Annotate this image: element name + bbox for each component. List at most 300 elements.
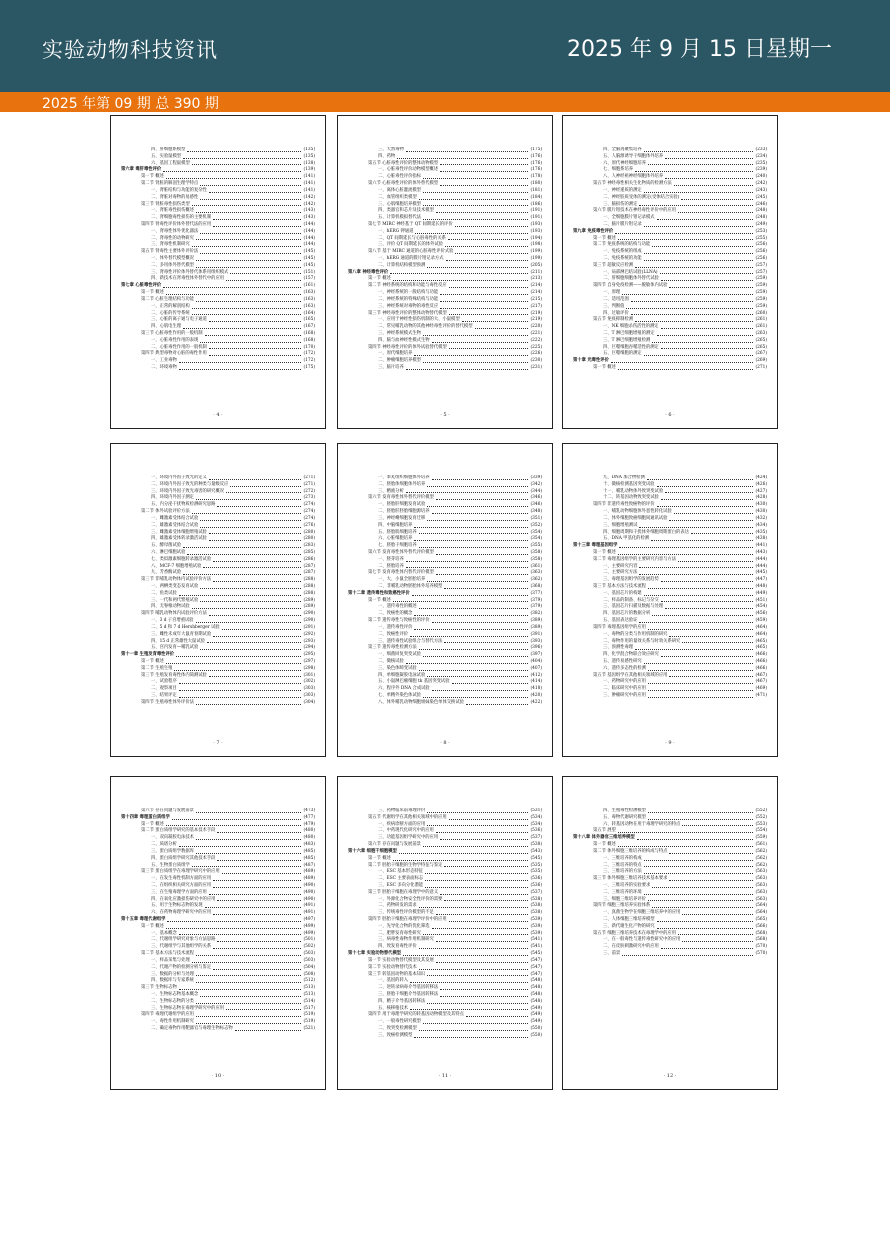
toc-leader-dots (196, 301, 302, 302)
toc-leader-dots (440, 996, 528, 997)
toc-entry (348, 883, 542, 890)
toc-entry-title: 第三节 神经毒性评价的整体动物替代模型 (368, 310, 447, 316)
toc-leader-dots (452, 683, 529, 684)
toc-entry-title: 第一节 概述 (593, 365, 616, 371)
page-number: · 12 · (663, 1073, 677, 1079)
toc-leader-dots (644, 260, 754, 261)
toc-entry-page: (285) (303, 549, 315, 555)
toc-entry-page: (257) (755, 262, 767, 268)
toc-entry-title: 二、三维培养的特点 (603, 862, 642, 868)
toc-entry-page: (418) (530, 686, 542, 692)
toc-entry-title: 二、非哺乳动物胚胎体外培养模型 (378, 584, 443, 590)
toc-leader-dots (432, 342, 529, 343)
toc-entry-title: 二、心脏毒性作用的一般机制 (151, 344, 207, 350)
toc-entry (121, 338, 315, 345)
toc-leader-dots (213, 880, 301, 881)
toc-leader-dots (217, 941, 301, 942)
toc-leader-dots (187, 151, 301, 152)
toc-entry-page: (199) (530, 256, 542, 262)
toc-entry (121, 659, 315, 666)
toc-entry-title: 二、血管组织类模型 (378, 194, 417, 200)
toc-entry-title: 一、肾毒性体外优化器法 (151, 228, 199, 234)
toc-lines (573, 808, 767, 1067)
toc-leader-dots (217, 860, 301, 861)
toc-entry-page: (220) (530, 324, 542, 330)
toc-entry-page: (274) (303, 502, 315, 508)
toc-entry-page: (358) (530, 556, 542, 562)
toc-leader-dots (665, 608, 753, 609)
toc-entry-title: 三、功能基因组学研究中的应用 (378, 835, 439, 841)
toc-leader-dots (183, 574, 301, 575)
toc-entry-title: 第三节 遗传毒性检测方法 (368, 645, 417, 651)
toc-leader-dots (657, 928, 754, 929)
toc-entry (348, 815, 542, 822)
toc-entry-title: 一、哺乳动物细胞体外恶性转化试验 (603, 509, 672, 515)
toc-entry-page: (289) (303, 597, 315, 603)
toc-leader-dots (678, 212, 753, 213)
toc-leader-dots (644, 355, 754, 356)
toc-entry-page: (180) (530, 181, 542, 187)
toc-leader-dots (444, 642, 528, 643)
toc-entry-page: (283) (303, 543, 315, 549)
toc-entry-title: 三、精液分析 (378, 488, 404, 494)
toc-leader-dots (436, 499, 529, 500)
toc-entry-title: 第六节 心脏毒性评价的体外替代模型 (368, 181, 439, 187)
toc-leader-dots (635, 321, 753, 322)
toc-entry-title: 第五节 免疫抑制检测 (593, 317, 634, 323)
toc-leader-dots (446, 260, 529, 261)
toc-entry (348, 625, 542, 632)
toc-entry-page: (272) (303, 488, 315, 494)
toc-entry (121, 876, 315, 883)
toc-entry (348, 965, 542, 972)
toc-entry-page: (261) (755, 324, 767, 330)
toc-entry (121, 188, 315, 195)
toc-entry (573, 910, 767, 917)
toc-entry (573, 304, 767, 311)
toc-leader-dots (639, 527, 753, 528)
toc-entry (348, 577, 542, 584)
toc-entry-page: (563) (755, 896, 767, 902)
toc-leader-dots (436, 914, 529, 915)
toc-leader-dots (196, 975, 301, 976)
toc-leader-dots (179, 690, 302, 691)
toc-entry-title: 二、肾细胞毒性损伤的主要机制 (151, 215, 212, 221)
toc-entry-title: 三、神经嵴细胞发育迁移 (378, 515, 426, 521)
toc-entry (348, 659, 542, 666)
toc-entry-page: (430) (755, 509, 767, 515)
toc-entry-title: 一、先导化合物的优化筛选 (378, 923, 430, 929)
toc-entry-page: (537) (530, 835, 542, 841)
toc-entry-title: 四、雄激素受体转录激活试验 (151, 536, 207, 542)
toc-leader-dots (449, 921, 529, 922)
toc-leader-dots (618, 832, 754, 833)
toc-entry (121, 965, 315, 972)
toc-entry (348, 924, 542, 931)
toc-entry-page: (508) (303, 971, 315, 977)
toc-entry (121, 263, 315, 270)
toc-entry-page: (143) (303, 208, 315, 214)
toc-entry (121, 924, 315, 931)
toc-entry (121, 154, 315, 161)
toc-leader-dots (209, 615, 302, 616)
toc-entry-page: (379) (530, 604, 542, 610)
toc-entry-title: 二、确定毒物作用靶器官与毒理生物标志物 (151, 1026, 233, 1032)
toc-entry-page: (293) (303, 638, 315, 644)
toc-entry-title: 四、环境内外因子测定 (151, 495, 194, 501)
toc-page-thumbnail[interactable] (337, 115, 553, 429)
toc-leader-dots (200, 233, 301, 234)
toc-entry-title: 十一、哺乳动物体外致突变试验 (603, 488, 664, 494)
toc-entry-title: 四、类器官和芯片及技术模型 (378, 208, 434, 214)
toc-entry-page: (161) (303, 283, 315, 289)
toc-leader-dots (200, 588, 301, 589)
toc-entry-title: 三、T 淋巴细胞增殖检测 (603, 337, 651, 343)
toc-page-thumbnail[interactable] (337, 776, 553, 1090)
toc-entry (573, 249, 767, 256)
toc-entry-title: 一、双向凝胶电泳技术 (151, 835, 194, 841)
toc-entry-title: 一、心脏毒性评价动物模型概述 (378, 167, 439, 173)
toc-entry (348, 1033, 542, 1040)
toc-entry-page: (420) (530, 693, 542, 699)
toc-lines (348, 475, 542, 734)
toc-entry-title: 三、数据的分析与处理 (151, 971, 194, 977)
toc-leader-dots (209, 540, 302, 541)
toc-entry-page: (175) (303, 365, 315, 371)
toc-entry (121, 195, 315, 202)
toc-entry-page: (513) (303, 991, 315, 997)
toc-entry-title: 一、心脏毒性作用的表现 (151, 337, 199, 343)
toc-entry-title: 一、真菌生物学在细胞三维培养中的应用 (603, 910, 681, 916)
toc-entry-page: (240) (755, 174, 767, 180)
toc-entry (573, 229, 767, 236)
publication-title: 实验动物科技资讯 (42, 38, 218, 62)
toc-entry-page: (448) (755, 584, 767, 590)
toc-entry-page: (292) (303, 631, 315, 637)
toc-leader-dots (691, 533, 754, 534)
toc-entry-page: (535) (530, 862, 542, 868)
toc-entry (121, 304, 315, 311)
toc-entry-title: 第一节 概述 (368, 597, 391, 603)
toc-entry-title: 二、T 淋巴细胞增殖的测定 (603, 330, 655, 336)
toc-leader-dots (661, 601, 754, 602)
toc-entry-title: 第五节 代谢组学在其他相关领域中的应用 (368, 814, 447, 820)
toc-entry-page: (568) (755, 937, 767, 943)
toc-entry-page: (143) (303, 215, 315, 221)
toc-page-thumbnail[interactable] (337, 443, 553, 757)
toc-entry-title: 三、神经系统对毒物的毒性反应 (378, 303, 439, 309)
toc-entry (121, 229, 315, 236)
toc-entry-page: (163) (303, 303, 315, 309)
toc-entry-title: 一、ESC 基本形态特征 (378, 869, 424, 875)
toc-leader-dots (205, 335, 302, 336)
toc-entry-page: (566) (755, 923, 767, 929)
toc-entry (348, 632, 542, 639)
toc-entry-title: 三、脑损伤的测定 (603, 201, 638, 207)
toc-leader-dots (423, 846, 529, 847)
toc-entry-title: 第二节 神经系统的结构和功能与毒性反应 (368, 283, 447, 289)
toc-entry-title: 一、基因芯片的构建 (603, 590, 642, 596)
toc-entry-page: (246) (755, 201, 767, 207)
toc-entry-title: 二、质谱分析 (151, 842, 177, 848)
toc-entry-page: (499) (303, 923, 315, 929)
toc-leader-dots (423, 219, 528, 220)
toc-entry-page: (144) (303, 228, 315, 234)
toc-entry-page: (504) (303, 964, 315, 970)
toc-entry-page: (547) (530, 957, 542, 963)
toc-entry-page: (271) (303, 475, 315, 481)
toc-entry-title: 四、新技术在肾毒性体外替代中的应用 (151, 276, 225, 282)
toc-leader-dots (427, 520, 528, 521)
toc-leader-dots (651, 540, 753, 541)
toc-entry-page: (519) (303, 1012, 315, 1018)
toc-entry-title: 三、致癌检测模型 (378, 1032, 413, 1038)
toc-entry-page: (483) (303, 842, 315, 848)
toc-leader-dots (425, 887, 528, 888)
toc-entry-title: 九、芳香酶试验 (151, 570, 182, 576)
toc-entry-title: 五、生物蛋白质组学 (151, 862, 190, 868)
toc-entry-page: (443) (755, 549, 767, 555)
toc-page-thumbnail[interactable] (110, 776, 326, 1090)
toc-entry-title: 二、肿瘤细胞培养模型 (378, 358, 421, 364)
toc-entry (121, 999, 315, 1006)
toc-entry-page: (491) (303, 910, 315, 916)
toc-leader-dots (217, 506, 301, 507)
toc-entry-title: 五、用于生物标志物的发现 (151, 903, 203, 909)
toc-leader-dots (419, 533, 529, 534)
toc-entry-title: 第一节 概述 (141, 821, 164, 827)
toc-entry-page: (339) (530, 475, 542, 481)
toc-entry (121, 808, 315, 815)
toc-leader-dots (466, 1016, 529, 1017)
toc-entry-page: (145) (303, 262, 315, 268)
toc-entry-page: (288) (303, 590, 315, 596)
toc-entry-page: (465) (755, 638, 767, 644)
toc-entry-title: 六、淋巴细胞试验 (151, 549, 186, 555)
toc-entry-title: 二、样品的制备、标记与杂交 (603, 597, 659, 603)
toc-leader-dots (449, 287, 529, 288)
toc-leader-dots (192, 314, 302, 315)
toc-entry-title: 一、体外替代模型概况 (151, 256, 194, 262)
toc-entry-page: (444) (755, 556, 767, 562)
toc-leader-dots (647, 479, 754, 480)
toc-entry-page: (553) (755, 821, 767, 827)
toc-entry-title: 九、DNA 加合物检测 (603, 475, 645, 481)
page-number: · 5 · (440, 412, 450, 418)
toc-entry-title: 四、过敏评价 (603, 310, 629, 316)
toc-entry-title: 一、细菌回复突变试验 (378, 652, 421, 658)
toc-entry-title: 第二节 遗传毒性与致癌性的评价 (368, 618, 430, 624)
toc-leader-dots (648, 164, 753, 165)
toc-entry (121, 1026, 315, 1033)
toc-entry-page: (157) (303, 276, 315, 282)
toc-page-thumbnail[interactable] (110, 115, 326, 429)
toc-entry (121, 181, 315, 188)
toc-entry-page: (287) (303, 563, 315, 569)
toc-entry (573, 324, 767, 331)
toc-entry (121, 693, 315, 700)
toc-entry (573, 338, 767, 345)
toc-entry-page: (245) (755, 194, 767, 200)
toc-entry-page: (175) (530, 147, 542, 153)
toc-entry (573, 652, 767, 659)
toc-leader-dots (423, 192, 528, 193)
toc-entry-title: 二、心脏毒性评价指标 (378, 174, 421, 180)
toc-leader-dots (172, 819, 302, 820)
toc-leader-dots (397, 158, 528, 159)
toc-lines (121, 475, 315, 734)
toc-entry-page: (549) (530, 1019, 542, 1025)
toc-entry-title: 二、肝细胞细胞体外替代试验 (603, 276, 659, 282)
toc-leader-dots (674, 513, 754, 514)
toc-entry-page: (489) (303, 869, 315, 875)
toc-entry-page: (253) (755, 228, 767, 234)
toc-entry-title: 三、毒理基因组学的发展趋势 (603, 577, 659, 583)
toc-entry-page: (424) (755, 475, 767, 481)
toc-leader-dots (432, 690, 529, 691)
toc-entry-page: (273) (303, 495, 315, 501)
toc-leader-dots (403, 955, 528, 956)
toc-leader-dots (681, 199, 753, 200)
toc-leader-dots (196, 267, 301, 268)
toc-entry (573, 509, 767, 516)
toc-entry-title: 第一节 概述 (141, 923, 164, 929)
toc-leader-dots (669, 880, 753, 881)
toc-page-thumbnail[interactable] (562, 776, 778, 1090)
toc-leader-dots (217, 900, 301, 901)
toc-leader-dots (444, 588, 528, 589)
toc-entry-page: (290) (303, 611, 315, 617)
toc-entry (348, 958, 542, 965)
toc-entry-title: 三、心肌细胞培养模型 (378, 201, 421, 207)
toc-entry-page: (176) (530, 160, 542, 166)
toc-entry-title: 第二节 肾脏的解剖生理学特点 (141, 181, 199, 187)
toc-entry (573, 550, 767, 557)
toc-entry-page: (139) (303, 167, 315, 173)
toc-leader-dots (657, 486, 754, 487)
toc-entry (348, 992, 542, 999)
toc-entry-page: (198) (530, 242, 542, 248)
toc-entry-page: (467) (755, 679, 767, 685)
page-number: · 11 · (438, 1073, 452, 1079)
toc-entry (121, 297, 315, 304)
toc-entry-page: (222) (530, 337, 542, 343)
toc-leader-dots (419, 670, 529, 671)
toc-entry-title: 第五节 基因组学在其他相关领域的应用 (593, 672, 668, 678)
toc-entry (348, 842, 542, 849)
toc-entry (121, 686, 315, 693)
toc-leader-dots (209, 321, 302, 322)
toc-entry-title: 二、人体细胞三维培养模型 (603, 917, 655, 923)
toc-entry-title: 一、NK 细胞杀伤活性的测定 (603, 324, 659, 330)
toc-entry (348, 890, 542, 897)
toc-entry (121, 625, 315, 632)
toc-entry-title: 第一节 概述 (593, 842, 616, 848)
toc-entry-title: 五、胚胎肌细胞培养 (378, 529, 417, 535)
toc-entry-title: 三、天然毒物 (378, 147, 404, 153)
toc-entry (573, 591, 767, 598)
toc-entry (121, 849, 315, 856)
toc-entry-page: (466) (755, 665, 767, 671)
toc-entry-page: (487) (303, 862, 315, 868)
toc-leader-dots (660, 273, 754, 274)
toc-entry-page: (280) (303, 536, 315, 542)
toc-entry-page: (294) (303, 645, 315, 651)
toc-leader-dots (192, 205, 302, 206)
toc-entry-page: (267) (755, 351, 767, 357)
page-number: · 10 · (211, 1073, 225, 1079)
toc-entry-title: 三、新代谢生化产物的研究 (603, 923, 655, 929)
toc-entry (573, 358, 767, 365)
toc-entry-title: 第三节 生物标志物 (141, 985, 177, 991)
toc-leader-dots (419, 649, 529, 650)
toc-entry-page: (199) (530, 249, 542, 255)
toc-entry-title: 一、肾脏结构与功能的复杂性 (151, 187, 207, 193)
toc-leader-dots (192, 308, 302, 309)
toc-entry (348, 304, 542, 311)
toc-entry-page: (226) (530, 351, 542, 357)
toc-entry-page: (257) (755, 269, 767, 275)
toc-leader-dots (619, 547, 753, 548)
toc-leader-dots (635, 649, 753, 650)
toc-entry (121, 618, 315, 625)
toc-entry-title: 一、遗传毒性的概述 (378, 604, 417, 610)
toc-entry-title: 第十三章 毒理基因组学 (573, 543, 618, 549)
toc-leader-dots (213, 226, 301, 227)
toc-entry-title: 五、基因表达验证 (603, 618, 638, 624)
toc-entry (573, 917, 767, 924)
toc-leader-dots (196, 955, 302, 956)
toc-entry-title: 一、工业毒物 (151, 358, 177, 364)
toc-entry (121, 475, 315, 482)
toc-leader-dots (637, 839, 754, 840)
toc-entry (348, 290, 542, 297)
toc-entry-title: 三、药物临床前毒理评价 (378, 808, 426, 814)
toc-page-thumbnail[interactable] (562, 443, 778, 757)
toc-entry-page: (172) (303, 351, 315, 357)
toc-entry (121, 985, 315, 992)
toc-leader-dots (412, 595, 529, 596)
toc-leader-dots (179, 683, 302, 684)
toc-leader-dots (406, 492, 529, 493)
toc-entry (121, 910, 315, 917)
toc-entry-title: 一、神经递质的测定 (603, 187, 642, 193)
toc-entry-title: 二、胚胎培养 (378, 563, 404, 569)
toc-leader-dots (393, 860, 529, 861)
toc-leader-dots (639, 205, 753, 206)
toc-entry-title: 第二节 体外试验评价方法 (141, 509, 190, 515)
toc-entry-page: (441) (755, 543, 767, 549)
toc-entry-title: 一、在发生毒性机制方面的应用 (151, 876, 212, 882)
toc-entry-title: 第二节 基本方法与技术流程 (141, 951, 194, 957)
toc-entry-page: (499) (303, 930, 315, 936)
toc-entry (121, 951, 315, 958)
toc-entry (121, 856, 315, 863)
toc-entry-title: 二、环境内外因子致光的种类与量级反应 (151, 481, 229, 487)
toc-entry (121, 147, 315, 154)
toc-entry (573, 842, 767, 849)
toc-entry (348, 365, 542, 372)
toc-entry (573, 215, 767, 222)
toc-leader-dots (414, 355, 528, 356)
toc-page-thumbnail[interactable] (110, 443, 326, 757)
toc-leader-dots (455, 253, 528, 254)
toc-entry-page: (242) (755, 181, 767, 187)
toc-entry-title: 七、胚胎干细胞培养 (378, 543, 417, 549)
toc-entry-title: 第三节 生殖发育毒性体内简测试验 (141, 672, 207, 678)
toc-leader-dots (425, 880, 528, 881)
toc-page-thumbnail[interactable] (562, 115, 778, 429)
